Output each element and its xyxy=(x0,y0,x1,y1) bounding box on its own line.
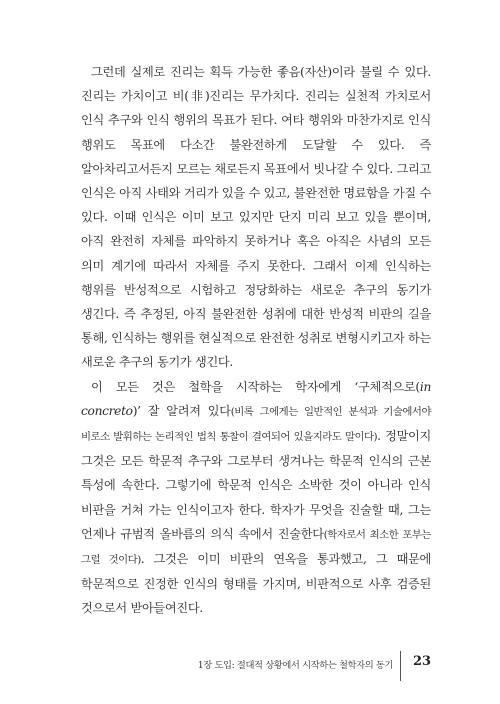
running-head: 1장 도입: 절대적 상황에서 시작하는 철학자의 동기 xyxy=(197,660,393,671)
body-text xyxy=(81,60,431,621)
parenthetical-note-2: (학자로서 최소한 포부는 그럴 것이다) xyxy=(81,528,431,567)
paragraph-2 xyxy=(81,375,431,621)
paragraph-2-text-c: . 정말이지 그것은 모든 학문적 추구와 그로부터 생겨나는 학문적 인식의 근본 특성에 속한다. 그렇기에 학문적 인식은 소박한 것이 아니라 인식 비판을 거쳐 가는 인식이고자 한다. 학자가 무엇을 진술할 때, 그는 언제나 규범적 올바름의 의식 속에서 진술한다 xyxy=(81,429,432,541)
parenthetical-note-1: (비록 그에게는 일반적인 분석과 기술에서야 비로소 발휘하는 논리적인 법칙 통찰이 결여되어 있을지라도 말이다) xyxy=(81,405,431,444)
paragraph-2-text-a: 이 모든 것은 철학을 시작하는 학자에게 ‘구체적으로( xyxy=(91,379,420,394)
footer-divider xyxy=(400,651,401,681)
latin-phrase: in concreto xyxy=(81,379,431,418)
page-number: 23 xyxy=(413,654,432,669)
paragraph-1: 그런데 실제로 진리는 획득 가능한 좋음(자산)이라 불릴 수 있다. 진리는 가치이고 비(非)진리는 무가치다. 진리는 실천적 가치로서 인식 추구와 인식 행위의 목표가 된다. 여타 행위와 마찬가지로 인식 행위도 목표에 다소간 불완전하게 도달할 수 있다. 즉 알아차리고서든지 모르는 채로든지 목표에서 빗나갈 수 있다. 그리고 인식은 아직 사태와 거리가 있을 수 있고, 불완전한 명료함을 가질 수 있다. 이때 인식은 이미 보고 있지만 단지 미리 보고 있을 뿐이며, 아직 완전히 자체를 파악하지 못하거나 혹은 아직은 사념의 모든 의미 계기에 따라서 자체를 주지 못한다. 그래서 이제 인식하는 행위를 반성적으로 시험하고 정당화하는 새로운 추구의 동기가 생긴다. 즉 추정된, 아직 불완전한 성취에 대한 반성적 비판의 길을 통해, 인식하는 행위를 현실적으로 완전한 성취로 변형시키고자 하는 새로운 추구의 동기가 생긴다. xyxy=(81,65,431,370)
paragraph-2-text-d: . 그것은 이미 비판의 연옥을 통과했고, 그 때문에 학문적으로 진정한 인식의 형태를 가지며, 비판적으로 사후 검증된 것으로서 받아들여진다. xyxy=(81,552,432,616)
paragraph-2-text-b: )’ 잘 알려져 있다 xyxy=(132,403,231,418)
page-footer xyxy=(0,651,500,681)
